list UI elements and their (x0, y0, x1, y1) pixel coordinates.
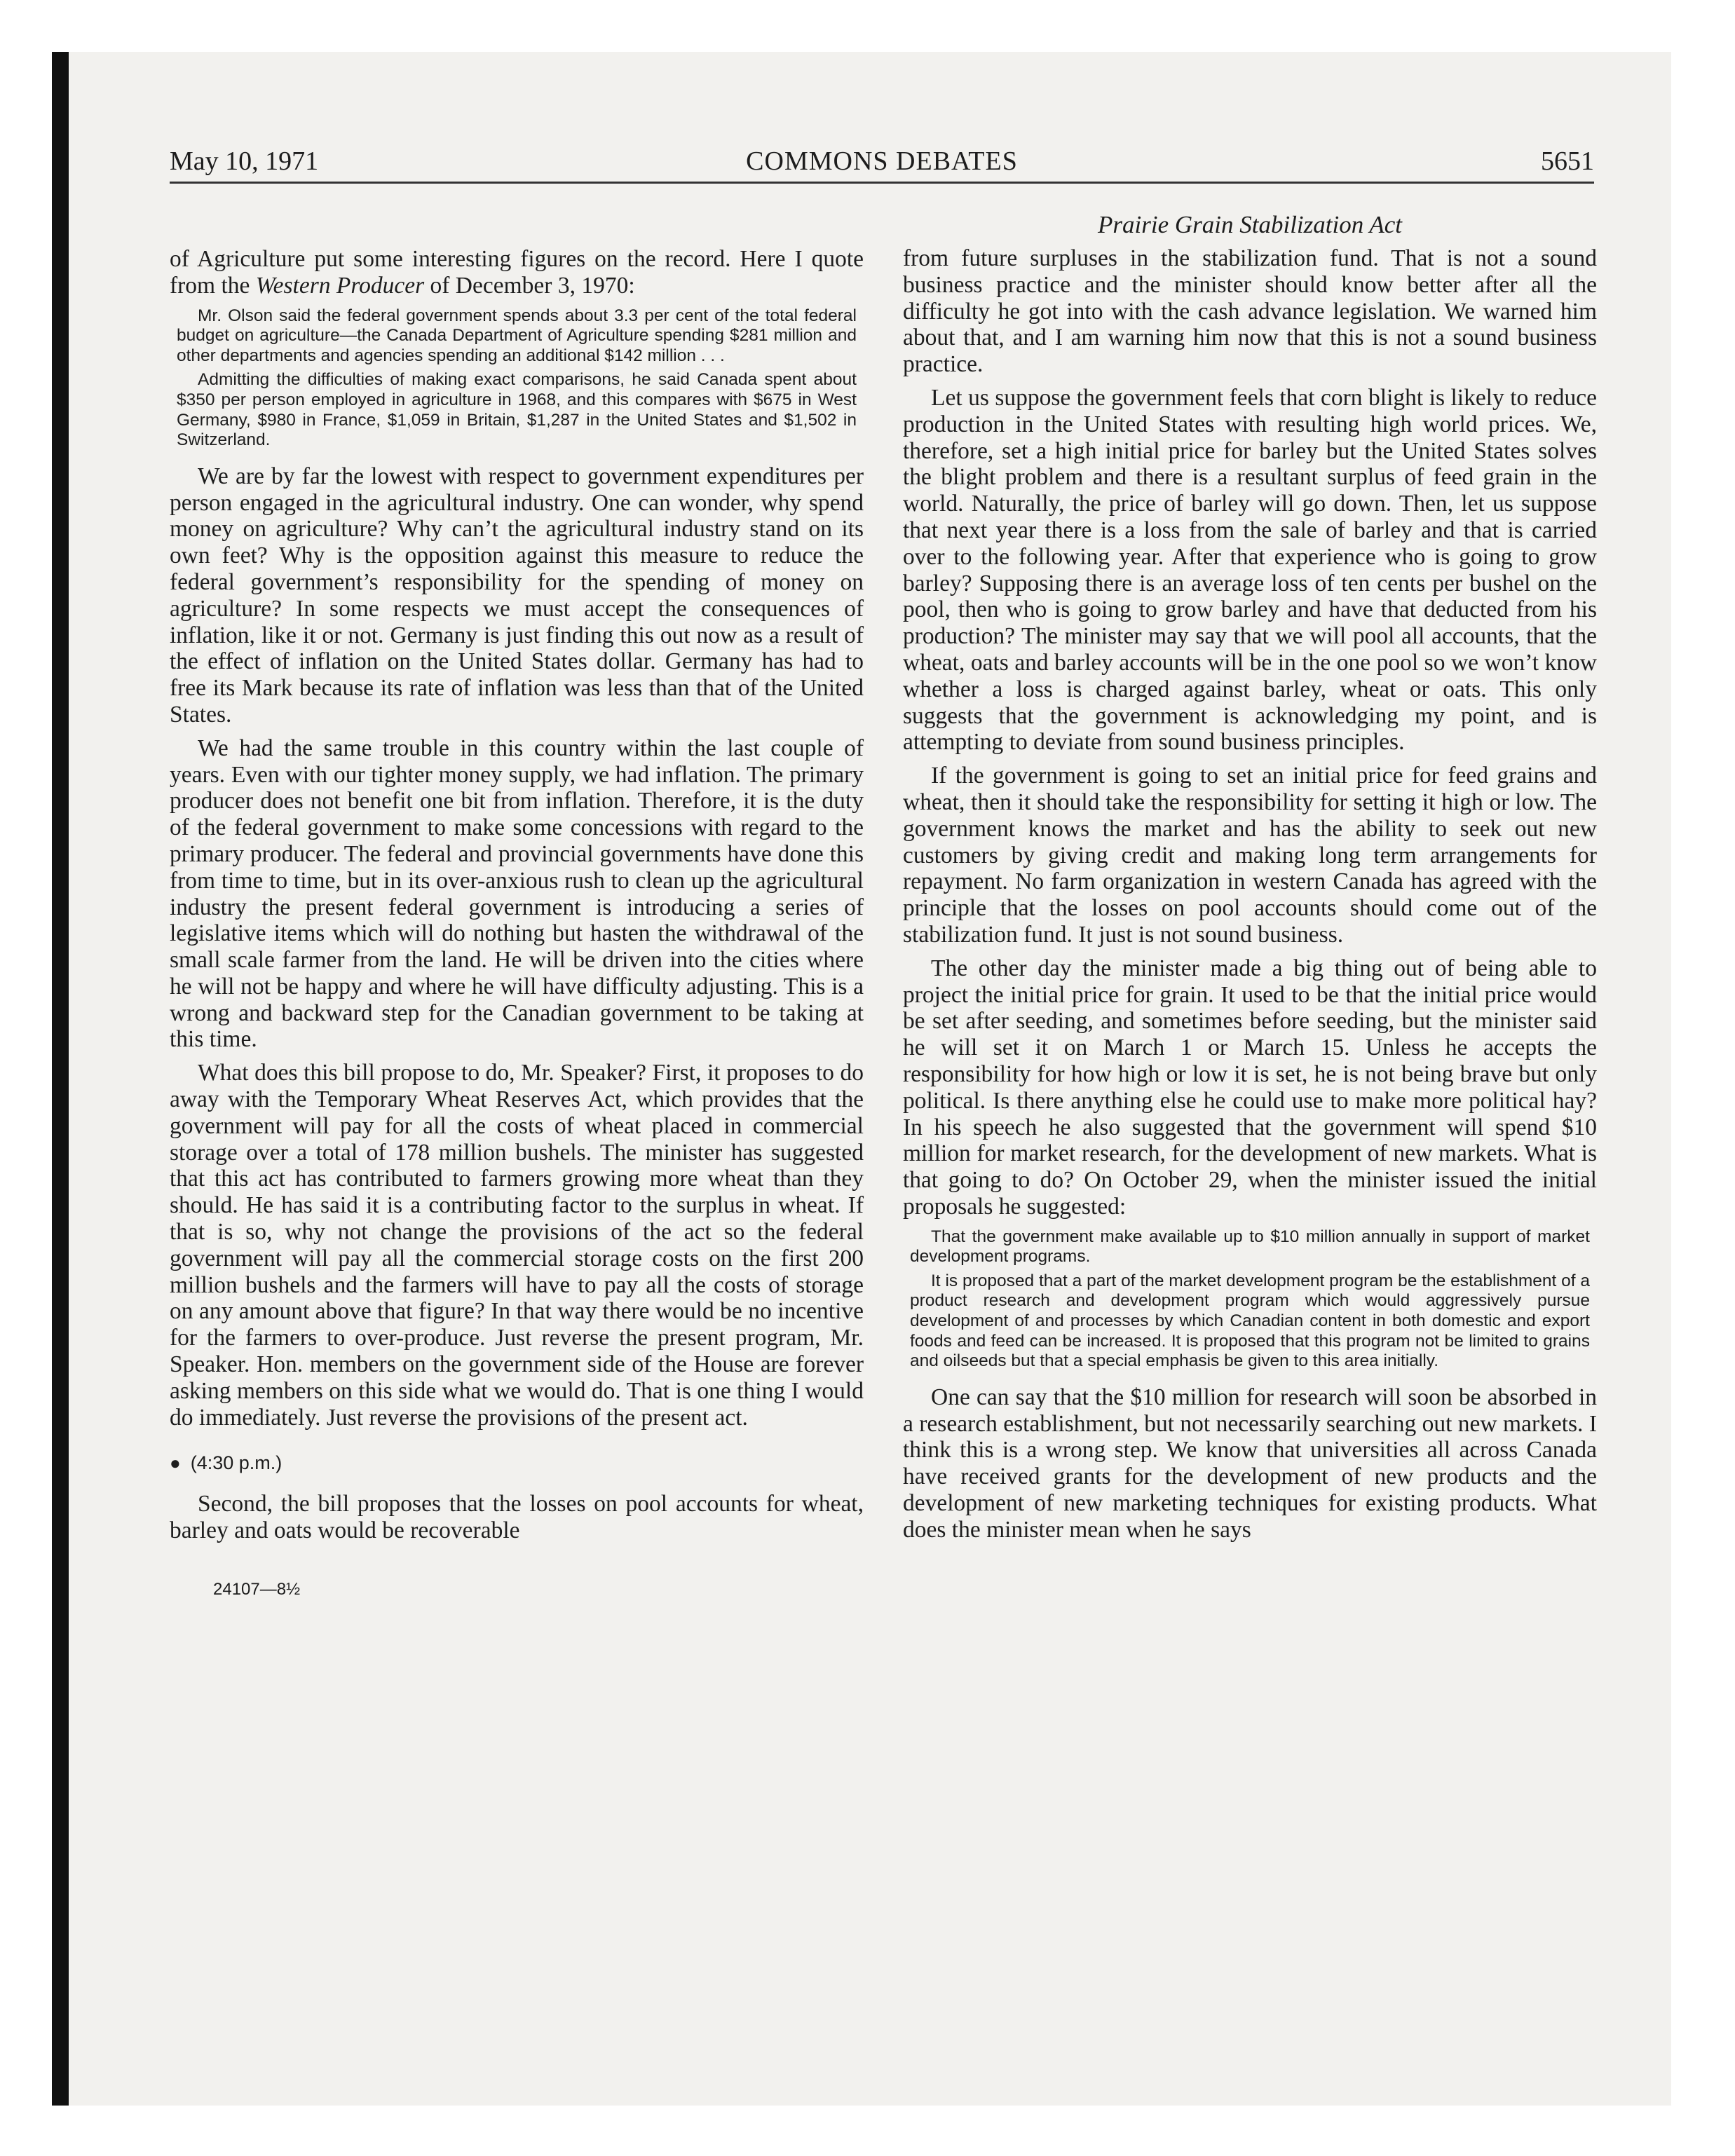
right-column (903, 210, 1597, 1543)
paragraph: What does this bill propose to do, Mr. Speaker? First, it proposes to do away with the Temporary Wheat Reserves Act, which provides that the government will pay for all the costs of wheat placed in commercial storage over a total of 178 million bushels. The minister has suggested that this act has contributed to farmers growing more wheat than they should. He has said it is a contributing factor to the surplus in wheat. If that is so, why not change the provisions of the act so the federal government will pay all the commercial storage costs on the first 200 million bushels and the farmers will have to pay all the costs of storage on any amount above that figure? In that way there would be no incentive for the farmers to over-produce. Just reverse the present program, Mr. Speaker. Hon. members on the government side of the House are forever asking members on this side what we would do. That is one thing I would do immediately. Just reverse the provisions of the present act. (170, 1060, 864, 1431)
printer-code: 24107—8½ (213, 1580, 301, 1599)
left-quotation (170, 306, 864, 451)
paragraph: One can say that the $10 million for research will soon be absorbed in a research establishment, but not necessarily searching out new markets. I think this is a wrong step. We know that universities all across Canada have received grants for the development of new products and the development of new marketing techniques for existing products. What does the minister mean when he says (903, 1384, 1597, 1543)
paragraph: The other day the minister made a big thing out of being able to project the initial price for grain. It used to be that the initial price would be set after seeding, and sometimes before seeding, but the minister said he will set it on March 1 or March 15. Unless he accepts the responsibility for how high or low it is set, he is not being brave but only political. Is there anything else he could use to make more political hay? In his speech he also suggested that the government will spend $10 million for market research, for the development of new markets. What is that going to do? On October 29, when the minister issued the initial proposals he suggested: (903, 955, 1597, 1220)
intro-text: of Agriculture put some interesting figures on the record. Here I quote from the (170, 246, 864, 299)
paragraph: Second, the bill proposes that the losses on pool accounts for wheat, barley and oats would be recoverable (170, 1491, 864, 1544)
timestamp (170, 1449, 864, 1477)
timestamp-text: (4:30 p.m.) (190, 1452, 283, 1474)
paragraph: We had the same trouble in this country within the last couple of years. Even with our tighter money supply, we had inflation. The primary producer does not benefit one bit from inflation. Therefore, it is the duty of the federal government to make some concessions with regard to the primary producer. The federal and provincial governments have done this from time to time, but in its over-anxious rush to clean up the agricultural industry the present federal government is introducing a series of legislative items which will do nothing but hasten the withdrawal of the small scale farmer from the land. He will be driven into the cities where he will not be happy and where he will have difficulty adjusting. This is a wrong and backward step for the Canadian government to be taking at this time. (170, 735, 864, 1053)
quote-paragraph: It is proposed that a part of the market development program be the establishment of a product research and development program which would aggressively pursue development of and processes by which Canadian content in both domestic and export foods and feed can be increased. It is proposed that this program not be limited to grains and oilseeds but that a special emphasis be given to this area initially. (910, 1271, 1590, 1371)
quote-paragraph: Admitting the difficulties of making exact comparisons, he said Canada spent about $350 per person employed in agriculture in 1968, and this compares with $675 in West Germany, $980 in France, $1,059 in Britain, $1,287 in the United States and $1,502 in Switzerland. (177, 370, 857, 450)
paragraph: If the government is going to set an initial price for feed grains and wheat, then it should take the responsibility for setting it high or low. The government knows the market and has the ability to seek out new customers by giving credit and making long term arrangements for repayment. No farm organization in western Canada has agreed with the principle that the losses on pool accounts should come out of the stabilization fund. It just is not sound business. (903, 763, 1597, 948)
header-date: May 10, 1971 (170, 146, 319, 176)
quote-paragraph: Mr. Olson said the federal government spends about 3.3 per cent of the total federal budget on agriculture—the Canada Department of Agriculture spending $281 million and other departments and agencies spending an additional $142 million . . . (177, 306, 857, 365)
scan-edge (52, 52, 69, 2106)
page-header (170, 144, 1594, 184)
paragraph: from future surpluses in the stabilization fund. That is not a sound business practice and the minister should know better after all the difficulty he got into with the cash advance legislation. We warned him about that, and I am warning him now that this is not a sound business practice. (903, 245, 1597, 378)
paragraph: We are by far the lowest with respect to government expenditures per person engaged in the agricultural industry. One can wonder, why spend money on agriculture? Why can’t the agricultural industry stand on its own feet? Why is the opposition against this measure to reduce the federal government’s responsibility for the spending of money on agriculture? In some respects we must accept the consequences of inflation, like it or not. Germany is just finding this out now as a result of the effect of inflation on the United States dollar. Germany has had to free its Mark because its rate of inflation was less than that of the United States. (170, 463, 864, 728)
right-quotation (903, 1227, 1597, 1372)
document-page (170, 144, 1597, 2008)
page-number: 5651 (1541, 146, 1594, 176)
left-column (170, 246, 864, 1603)
paragraph: Let us suppose the government feels that corn blight is likely to reduce production in the United States with resulting high world prices. We, therefore, set a high initial price for barley but the United States solves the blight problem and there is a resultant surplus of feed grain in the world. Naturally, the price of barley will go down. Then, let us suppose that next year there is a loss from the sale of barley and that is carried over to the following year. After that experience who is going to grow barley? Supposing there is an average loss of ten cents per bushel on the pool, then who is going to grow barley and have that deducted from his production? The minister may say that we will pool all accounts, that the wheat, oats and barley accounts will be in the one pool so we won’t know whether a loss is charged against barley, wheat or oats. This only suggests that the government is acknowledging my point, and is attempting to deviate from sound business principles. (903, 384, 1597, 756)
header-title: COMMONS DEBATES (746, 146, 1018, 176)
intro-end-text: of December 3, 1970: (424, 272, 635, 299)
running-title: Prairie Grain Stabilization Act (1098, 211, 1402, 238)
left-intro-paragraph (170, 246, 864, 299)
bullet-icon: ● (170, 1452, 181, 1474)
publication-title: Western Producer (255, 272, 425, 299)
quote-paragraph: That the government make available up to $10 million annually in support of market development programs. (910, 1227, 1590, 1267)
